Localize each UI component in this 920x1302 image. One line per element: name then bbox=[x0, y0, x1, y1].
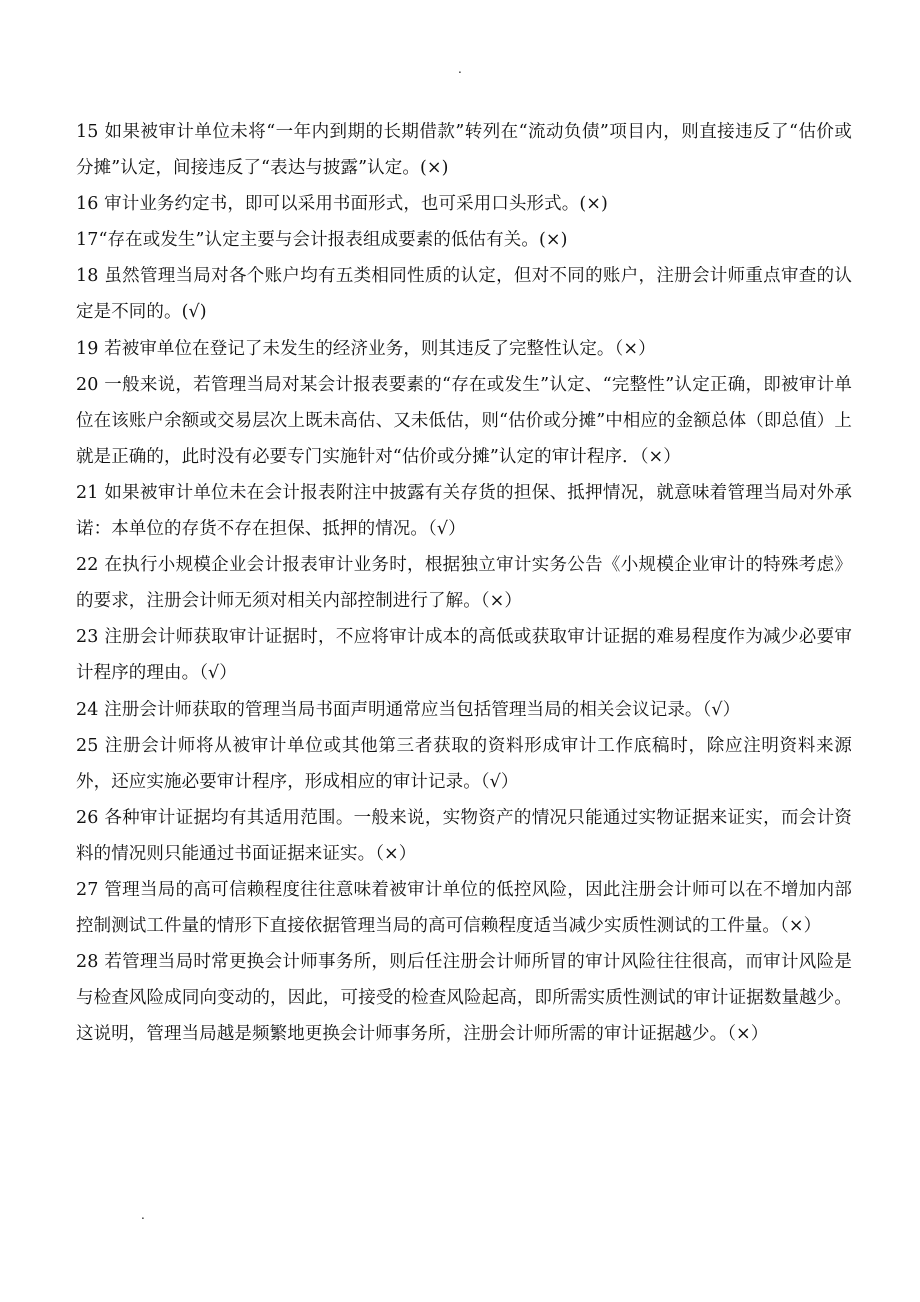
list-item: 26 各种审计证据均有其适用范围。一般来说，实物资产的情况只能通过实物证据来证实，而会计资料的情况则只能通过书面证据来证实。（×） bbox=[76, 807, 852, 864]
list-item: 22 在执行小规模企业会计报表审计业务时，根据独立审计实务公告《小规模企业审计的特殊考虑》的要求，注册会计师无须对相关内部控制进行了解。（×） bbox=[76, 555, 852, 612]
list-item: 15 如果被审计单位未将“一年内到期的长期借款”转列在“流动负债”项目内，则直接违反了“估价或分摊”认定，间接违反了“表达与披露”认定。(×) bbox=[76, 122, 852, 179]
list-item: 28 若管理当局时常更换会计师事务所，则后任注册会计师所冒的审计风险往往很高，而审计风险是与检查风险成同向变动的，因此，可接受的检查风险起高，即所需实质性测试的审计证据数量越少。这说明，管理当局越是频繁地更换会计师事务所，注册会计师所需的审计证据越少。（×） bbox=[76, 952, 852, 1045]
list-item: 27 管理当局的高可信赖程度往往意味着被审计单位的低控风险，因此注册会计师可以在不增加内部控制测试工件量的情形下直接依据管理当局的高可信赖程度适当减少实质性测试的工件量。（×） bbox=[76, 879, 852, 937]
list-item: 25 注册会计师将从被审计单位或其他第三者获取的资料形成审计工作底稿时，除应注明资料来源外，还应实施必要审计程序，形成相应的审计记录。（√） bbox=[76, 735, 852, 792]
footer-mark: . bbox=[141, 1208, 145, 1222]
list-item: 24 注册会计师获取的管理当局书面声明通常应当包括管理当局的相关会议记录。（√） bbox=[76, 699, 741, 720]
list-item: 21 如果被审计单位未在会计报表附注中披露有关存货的担保、抵押情况，就意味着管理当局对外承诺：本单位的存货不存在担保、抵押的情况。（√） bbox=[76, 482, 852, 540]
list-item: 20 一般来说，若管理当局对某会计报表要素的“存在或发生”认定、“完整性”认定正确，即被审计单位在该账户余额或交易层次上既未高估、又未低估，则“估价或分摊”中相应的金额总体（即总值）上就是正确的，此时没有必要专门实施针对“估价或分摊”认定的审计程序．（×） bbox=[76, 374, 852, 467]
list-item: 18 虽然管理当局对各个账户均有五类相同性质的认定，但对不同的账户，注册会计师重点审查的认定是不同的。(√) bbox=[76, 266, 852, 323]
list-item: 19 若被审单位在登记了未发生的经济业务，则其违反了完整性认定。（×） bbox=[76, 338, 656, 359]
header-mark: . bbox=[458, 62, 462, 76]
list-item: 23 注册会计师获取审计证据时，不应将审计成本的高低或获取审计证据的难易程度作为减少必要审计程序的理由。（√） bbox=[76, 627, 852, 684]
list-item: 17“存在或发生”认定主要与会计报表组成要素的低估有关。(×) bbox=[76, 230, 568, 251]
question-list bbox=[76, 114, 852, 1052]
list-item: 16 审计业务约定书，即可以采用书面形式，也可采用口头形式。(×) bbox=[76, 194, 608, 215]
